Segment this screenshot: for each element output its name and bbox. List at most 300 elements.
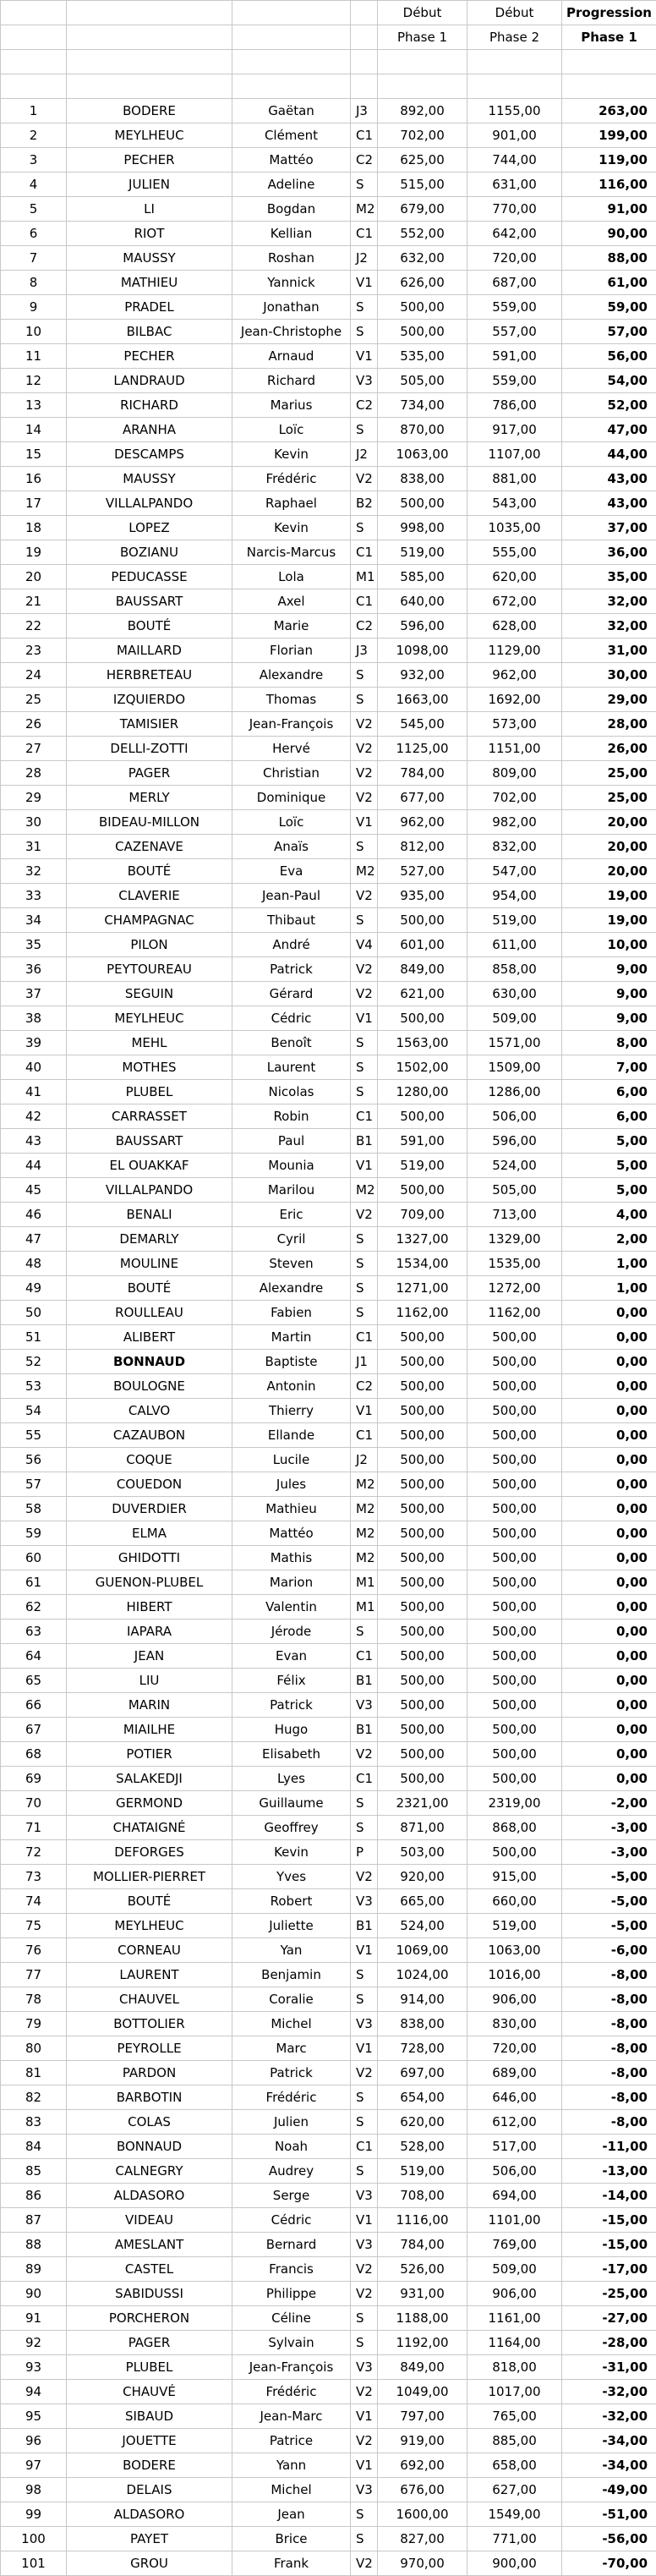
categorie-cell[interactable]: V2 [351, 737, 378, 761]
prenom-cell[interactable]: Hugo [232, 1718, 351, 1742]
categorie-cell[interactable]: S [351, 2331, 378, 2355]
prenom-cell[interactable]: Julien [232, 2110, 351, 2135]
categorie-cell[interactable]: B1 [351, 1669, 378, 1693]
categorie-cell[interactable]: M2 [351, 197, 378, 222]
debut-phase1-cell[interactable]: 2321,00 [378, 1791, 467, 1816]
rank-cell[interactable]: 39 [1, 1031, 67, 1055]
debut-phase1-cell[interactable]: 505,00 [378, 369, 467, 393]
progression-cell[interactable]: 0,00 [562, 1350, 656, 1374]
progression-cell[interactable]: 26,00 [562, 737, 656, 761]
categorie-cell[interactable]: V2 [351, 2061, 378, 2085]
progression-cell[interactable]: -49,00 [562, 2478, 656, 2502]
empty-cell[interactable] [232, 74, 351, 99]
nom-cell[interactable]: MIAILHE [67, 1718, 232, 1742]
categorie-cell[interactable]: V2 [351, 2380, 378, 2404]
categorie-cell[interactable]: J3 [351, 639, 378, 663]
debut-phase2-cell[interactable]: 1571,00 [467, 1031, 562, 1055]
header-debut-phase1-bottom[interactable]: Phase 1 [378, 25, 467, 50]
nom-cell[interactable]: MERLY [67, 786, 232, 810]
debut-phase2-cell[interactable]: 672,00 [467, 589, 562, 614]
nom-cell[interactable]: ALIBERT [67, 1325, 232, 1350]
debut-phase1-cell[interactable]: 654,00 [378, 2085, 467, 2110]
progression-cell[interactable]: -25,00 [562, 2282, 656, 2306]
debut-phase1-cell[interactable]: 585,00 [378, 565, 467, 589]
progression-cell[interactable]: -31,00 [562, 2355, 656, 2380]
prenom-cell[interactable]: Laurent [232, 1055, 351, 1080]
progression-cell[interactable]: 19,00 [562, 884, 656, 908]
nom-cell[interactable]: BARBOTIN [67, 2085, 232, 2110]
rank-cell[interactable]: 77 [1, 1963, 67, 1987]
prenom-cell[interactable]: Florian [232, 639, 351, 663]
rank-cell[interactable]: 71 [1, 1816, 67, 1840]
debut-phase2-cell[interactable]: 620,00 [467, 565, 562, 589]
categorie-cell[interactable]: M2 [351, 1178, 378, 1203]
debut-phase1-cell[interactable]: 545,00 [378, 712, 467, 737]
debut-phase1-cell[interactable]: 500,00 [378, 1448, 467, 1472]
header-debut-phase1-top[interactable]: Début [378, 1, 467, 25]
progression-cell[interactable]: 263,00 [562, 99, 656, 123]
categorie-cell[interactable]: S [351, 1055, 378, 1080]
rank-cell[interactable]: 93 [1, 2355, 67, 2380]
debut-phase2-cell[interactable]: 500,00 [467, 1595, 562, 1620]
debut-phase2-cell[interactable]: 830,00 [467, 2012, 562, 2036]
progression-cell[interactable]: -8,00 [562, 2085, 656, 2110]
nom-cell[interactable]: DEMARLY [67, 1227, 232, 1252]
rank-cell[interactable]: 61 [1, 1570, 67, 1595]
rank-cell[interactable]: 99 [1, 2502, 67, 2527]
rank-cell[interactable]: 60 [1, 1546, 67, 1570]
prenom-cell[interactable]: Marion [232, 1570, 351, 1595]
rank-cell[interactable]: 31 [1, 835, 67, 859]
categorie-cell[interactable]: V1 [351, 344, 378, 369]
progression-cell[interactable]: -8,00 [562, 2061, 656, 2085]
nom-cell[interactable]: ARANHA [67, 418, 232, 442]
debut-phase2-cell[interactable]: 689,00 [467, 2061, 562, 2085]
nom-cell[interactable]: BILBAC [67, 320, 232, 344]
rank-cell[interactable]: 10 [1, 320, 67, 344]
debut-phase2-cell[interactable]: 543,00 [467, 491, 562, 516]
progression-cell[interactable]: 88,00 [562, 246, 656, 271]
debut-phase1-cell[interactable]: 1563,00 [378, 1031, 467, 1055]
prenom-cell[interactable]: Bernard [232, 2233, 351, 2257]
debut-phase1-cell[interactable]: 677,00 [378, 786, 467, 810]
categorie-cell[interactable]: S [351, 2110, 378, 2135]
progression-cell[interactable]: 32,00 [562, 614, 656, 639]
debut-phase1-cell[interactable]: 1069,00 [378, 1938, 467, 1963]
prenom-cell[interactable]: Cyril [232, 1227, 351, 1252]
progression-cell[interactable]: 54,00 [562, 369, 656, 393]
nom-cell[interactable]: IZQUIERDO [67, 688, 232, 712]
progression-cell[interactable]: 35,00 [562, 565, 656, 589]
prenom-cell[interactable]: Yannick [232, 271, 351, 295]
rank-cell[interactable]: 91 [1, 2306, 67, 2331]
rank-cell[interactable]: 5 [1, 197, 67, 222]
progression-cell[interactable]: 25,00 [562, 786, 656, 810]
progression-cell[interactable]: 44,00 [562, 442, 656, 467]
prenom-cell[interactable]: Christian [232, 761, 351, 786]
prenom-cell[interactable]: Baptiste [232, 1350, 351, 1374]
rank-cell[interactable]: 4 [1, 173, 67, 197]
nom-cell[interactable]: BOTTOLIER [67, 2012, 232, 2036]
header-cell[interactable] [1, 25, 67, 50]
debut-phase1-cell[interactable]: 1116,00 [378, 2208, 467, 2233]
prenom-cell[interactable]: Gérard [232, 982, 351, 1006]
prenom-cell[interactable]: Paul [232, 1129, 351, 1154]
empty-cell[interactable] [67, 74, 232, 99]
debut-phase2-cell[interactable]: 519,00 [467, 908, 562, 933]
nom-cell[interactable]: MEYLHEUC [67, 123, 232, 148]
prenom-cell[interactable]: Mattéo [232, 148, 351, 173]
debut-phase2-cell[interactable]: 720,00 [467, 2036, 562, 2061]
prenom-cell[interactable]: Patrick [232, 2061, 351, 2085]
debut-phase1-cell[interactable]: 500,00 [378, 1742, 467, 1767]
nom-cell[interactable]: COUEDON [67, 1472, 232, 1497]
debut-phase1-cell[interactable]: 500,00 [378, 1767, 467, 1791]
debut-phase2-cell[interactable]: 557,00 [467, 320, 562, 344]
nom-cell[interactable]: BODERE [67, 2453, 232, 2478]
prenom-cell[interactable]: Frédéric [232, 2085, 351, 2110]
nom-cell[interactable]: EL OUAKKAF [67, 1154, 232, 1178]
prenom-cell[interactable]: Marie [232, 614, 351, 639]
categorie-cell[interactable]: V1 [351, 1938, 378, 1963]
nom-cell[interactable]: PLUBEL [67, 2355, 232, 2380]
categorie-cell[interactable]: C2 [351, 393, 378, 418]
progression-cell[interactable]: -8,00 [562, 1987, 656, 2012]
debut-phase1-cell[interactable]: 709,00 [378, 1203, 467, 1227]
progression-cell[interactable]: 10,00 [562, 933, 656, 957]
prenom-cell[interactable]: Jean-François [232, 2355, 351, 2380]
debut-phase2-cell[interactable]: 500,00 [467, 1620, 562, 1644]
debut-phase1-cell[interactable]: 621,00 [378, 982, 467, 1006]
categorie-cell[interactable]: V1 [351, 1399, 378, 1423]
nom-cell[interactable]: AMESLANT [67, 2233, 232, 2257]
rank-cell[interactable]: 67 [1, 1718, 67, 1742]
rank-cell[interactable]: 19 [1, 540, 67, 565]
rank-cell[interactable]: 44 [1, 1154, 67, 1178]
progression-cell[interactable]: 1,00 [562, 1252, 656, 1276]
rank-cell[interactable]: 52 [1, 1350, 67, 1374]
debut-phase2-cell[interactable]: 770,00 [467, 197, 562, 222]
nom-cell[interactable]: DELAIS [67, 2478, 232, 2502]
prenom-cell[interactable]: Jules [232, 1472, 351, 1497]
debut-phase2-cell[interactable]: 559,00 [467, 369, 562, 393]
debut-phase1-cell[interactable]: 500,00 [378, 908, 467, 933]
prenom-cell[interactable]: Benoît [232, 1031, 351, 1055]
debut-phase1-cell[interactable]: 500,00 [378, 1399, 467, 1423]
empty-cell[interactable] [467, 50, 562, 74]
nom-cell[interactable]: CHAUVEL [67, 1987, 232, 2012]
debut-phase1-cell[interactable]: 919,00 [378, 2429, 467, 2453]
debut-phase2-cell[interactable]: 1272,00 [467, 1276, 562, 1301]
header-cell[interactable] [67, 1, 232, 25]
debut-phase2-cell[interactable]: 832,00 [467, 835, 562, 859]
debut-phase1-cell[interactable]: 784,00 [378, 761, 467, 786]
categorie-cell[interactable]: M2 [351, 1472, 378, 1497]
debut-phase2-cell[interactable]: 642,00 [467, 222, 562, 246]
rank-cell[interactable]: 9 [1, 295, 67, 320]
debut-phase2-cell[interactable]: 765,00 [467, 2404, 562, 2429]
debut-phase1-cell[interactable]: 500,00 [378, 320, 467, 344]
nom-cell[interactable]: JEAN [67, 1644, 232, 1669]
nom-cell[interactable]: HIBERT [67, 1595, 232, 1620]
debut-phase1-cell[interactable]: 519,00 [378, 540, 467, 565]
prenom-cell[interactable]: Mathieu [232, 1497, 351, 1521]
debut-phase2-cell[interactable]: 591,00 [467, 344, 562, 369]
debut-phase1-cell[interactable]: 528,00 [378, 2135, 467, 2159]
debut-phase2-cell[interactable]: 500,00 [467, 1669, 562, 1693]
debut-phase1-cell[interactable]: 500,00 [378, 1472, 467, 1497]
categorie-cell[interactable]: J2 [351, 442, 378, 467]
nom-cell[interactable]: ALDASORO [67, 2184, 232, 2208]
progression-cell[interactable]: -8,00 [562, 1963, 656, 1987]
progression-cell[interactable]: 5,00 [562, 1178, 656, 1203]
rank-cell[interactable]: 56 [1, 1448, 67, 1472]
prenom-cell[interactable]: Loïc [232, 418, 351, 442]
debut-phase2-cell[interactable]: 500,00 [467, 1472, 562, 1497]
categorie-cell[interactable]: C2 [351, 1374, 378, 1399]
categorie-cell[interactable]: S [351, 1620, 378, 1644]
debut-phase2-cell[interactable]: 612,00 [467, 2110, 562, 2135]
rank-cell[interactable]: 86 [1, 2184, 67, 2208]
prenom-cell[interactable]: Axel [232, 589, 351, 614]
prenom-cell[interactable]: Guillaume [232, 1791, 351, 1816]
progression-cell[interactable]: -13,00 [562, 2159, 656, 2184]
categorie-cell[interactable]: B1 [351, 1914, 378, 1938]
debut-phase1-cell[interactable]: 838,00 [378, 467, 467, 491]
categorie-cell[interactable]: B1 [351, 1718, 378, 1742]
nom-cell[interactable]: BOUTÉ [67, 1889, 232, 1914]
debut-phase1-cell[interactable]: 626,00 [378, 271, 467, 295]
debut-phase1-cell[interactable]: 500,00 [378, 1521, 467, 1546]
progression-cell[interactable]: 30,00 [562, 663, 656, 688]
categorie-cell[interactable]: C1 [351, 1767, 378, 1791]
categorie-cell[interactable]: C2 [351, 614, 378, 639]
debut-phase1-cell[interactable]: 931,00 [378, 2282, 467, 2306]
debut-phase1-cell[interactable]: 524,00 [378, 1914, 467, 1938]
prenom-cell[interactable]: Marc [232, 2036, 351, 2061]
prenom-cell[interactable]: Patrick [232, 1693, 351, 1718]
debut-phase2-cell[interactable]: 885,00 [467, 2429, 562, 2453]
progression-cell[interactable]: 0,00 [562, 1399, 656, 1423]
progression-cell[interactable]: -34,00 [562, 2429, 656, 2453]
debut-phase1-cell[interactable]: 640,00 [378, 589, 467, 614]
debut-phase1-cell[interactable]: 500,00 [378, 1718, 467, 1742]
debut-phase2-cell[interactable]: 509,00 [467, 1006, 562, 1031]
debut-phase2-cell[interactable]: 500,00 [467, 1448, 562, 1472]
rank-cell[interactable]: 11 [1, 344, 67, 369]
progression-cell[interactable]: 0,00 [562, 1472, 656, 1497]
nom-cell[interactable]: SIBAUD [67, 2404, 232, 2429]
progression-cell[interactable]: 9,00 [562, 1006, 656, 1031]
rank-cell[interactable]: 1 [1, 99, 67, 123]
rank-cell[interactable]: 81 [1, 2061, 67, 2085]
rank-cell[interactable]: 72 [1, 1840, 67, 1865]
debut-phase2-cell[interactable]: 500,00 [467, 1693, 562, 1718]
debut-phase2-cell[interactable]: 881,00 [467, 467, 562, 491]
progression-cell[interactable]: -32,00 [562, 2404, 656, 2429]
rank-cell[interactable]: 95 [1, 2404, 67, 2429]
nom-cell[interactable]: MATHIEU [67, 271, 232, 295]
debut-phase1-cell[interactable]: 500,00 [378, 491, 467, 516]
prenom-cell[interactable]: Marius [232, 393, 351, 418]
rank-cell[interactable]: 47 [1, 1227, 67, 1252]
debut-phase1-cell[interactable]: 892,00 [378, 99, 467, 123]
rank-cell[interactable]: 65 [1, 1669, 67, 1693]
debut-phase1-cell[interactable]: 601,00 [378, 933, 467, 957]
rank-cell[interactable]: 23 [1, 639, 67, 663]
nom-cell[interactable]: VILLALPANDO [67, 491, 232, 516]
debut-phase1-cell[interactable]: 920,00 [378, 1865, 467, 1889]
nom-cell[interactable]: COQUE [67, 1448, 232, 1472]
prenom-cell[interactable]: Steven [232, 1252, 351, 1276]
nom-cell[interactable]: BODERE [67, 99, 232, 123]
debut-phase1-cell[interactable]: 552,00 [378, 222, 467, 246]
categorie-cell[interactable]: S [351, 2527, 378, 2551]
debut-phase1-cell[interactable]: 1063,00 [378, 442, 467, 467]
rank-cell[interactable]: 28 [1, 761, 67, 786]
progression-cell[interactable]: -11,00 [562, 2135, 656, 2159]
rank-cell[interactable]: 98 [1, 2478, 67, 2502]
rank-cell[interactable]: 12 [1, 369, 67, 393]
categorie-cell[interactable]: V2 [351, 884, 378, 908]
categorie-cell[interactable]: C1 [351, 1104, 378, 1129]
rank-cell[interactable]: 3 [1, 148, 67, 173]
debut-phase2-cell[interactable]: 555,00 [467, 540, 562, 565]
rank-cell[interactable]: 16 [1, 467, 67, 491]
progression-cell[interactable]: 32,00 [562, 589, 656, 614]
header-cell[interactable] [232, 25, 351, 50]
debut-phase2-cell[interactable]: 1535,00 [467, 1252, 562, 1276]
debut-phase1-cell[interactable]: 519,00 [378, 2159, 467, 2184]
nom-cell[interactable]: DELLI-ZOTTI [67, 737, 232, 761]
debut-phase1-cell[interactable]: 500,00 [378, 1669, 467, 1693]
categorie-cell[interactable]: S [351, 320, 378, 344]
rank-cell[interactable]: 2 [1, 123, 67, 148]
prenom-cell[interactable]: Yann [232, 2453, 351, 2478]
debut-phase2-cell[interactable]: 505,00 [467, 1178, 562, 1203]
progression-cell[interactable]: 56,00 [562, 344, 656, 369]
progression-cell[interactable]: 0,00 [562, 1644, 656, 1669]
prenom-cell[interactable]: Michel [232, 2478, 351, 2502]
categorie-cell[interactable]: V2 [351, 786, 378, 810]
prenom-cell[interactable]: Jean [232, 2502, 351, 2527]
debut-phase2-cell[interactable]: 500,00 [467, 1767, 562, 1791]
categorie-cell[interactable]: V2 [351, 2282, 378, 2306]
nom-cell[interactable]: LI [67, 197, 232, 222]
nom-cell[interactable]: MAILLARD [67, 639, 232, 663]
categorie-cell[interactable]: V2 [351, 2257, 378, 2282]
categorie-cell[interactable]: S [351, 1227, 378, 1252]
debut-phase2-cell[interactable]: 500,00 [467, 1350, 562, 1374]
prenom-cell[interactable]: Brice [232, 2527, 351, 2551]
categorie-cell[interactable]: S [351, 908, 378, 933]
nom-cell[interactable]: CAZENAVE [67, 835, 232, 859]
progression-cell[interactable]: 116,00 [562, 173, 656, 197]
progression-cell[interactable]: 2,00 [562, 1227, 656, 1252]
categorie-cell[interactable]: V4 [351, 933, 378, 957]
debut-phase1-cell[interactable]: 620,00 [378, 2110, 467, 2135]
debut-phase2-cell[interactable]: 506,00 [467, 1104, 562, 1129]
debut-phase1-cell[interactable]: 519,00 [378, 1154, 467, 1178]
debut-phase1-cell[interactable]: 812,00 [378, 835, 467, 859]
debut-phase1-cell[interactable]: 970,00 [378, 2551, 467, 2576]
prenom-cell[interactable]: Anaïs [232, 835, 351, 859]
rank-cell[interactable]: 89 [1, 2257, 67, 2282]
prenom-cell[interactable]: Sylvain [232, 2331, 351, 2355]
categorie-cell[interactable]: V2 [351, 2551, 378, 2576]
nom-cell[interactable]: CASTEL [67, 2257, 232, 2282]
prenom-cell[interactable]: Michel [232, 2012, 351, 2036]
debut-phase2-cell[interactable]: 611,00 [467, 933, 562, 957]
nom-cell[interactable]: SALAKEDJI [67, 1767, 232, 1791]
rank-cell[interactable]: 83 [1, 2110, 67, 2135]
rank-cell[interactable]: 68 [1, 1742, 67, 1767]
nom-cell[interactable]: BAUSSART [67, 1129, 232, 1154]
nom-cell[interactable]: PAYET [67, 2527, 232, 2551]
categorie-cell[interactable]: V2 [351, 2429, 378, 2453]
rank-cell[interactable]: 80 [1, 2036, 67, 2061]
debut-phase2-cell[interactable]: 1549,00 [467, 2502, 562, 2527]
debut-phase1-cell[interactable]: 914,00 [378, 1987, 467, 2012]
debut-phase1-cell[interactable]: 596,00 [378, 614, 467, 639]
rank-cell[interactable]: 54 [1, 1399, 67, 1423]
nom-cell[interactable]: BONNAUD [67, 1350, 232, 1374]
categorie-cell[interactable]: V1 [351, 2453, 378, 2478]
categorie-cell[interactable]: C1 [351, 1423, 378, 1448]
progression-cell[interactable]: 37,00 [562, 516, 656, 540]
header-debut-phase2-top[interactable]: Début [467, 1, 562, 25]
prenom-cell[interactable]: Yan [232, 1938, 351, 1963]
prenom-cell[interactable]: Evan [232, 1644, 351, 1669]
debut-phase1-cell[interactable]: 591,00 [378, 1129, 467, 1154]
debut-phase1-cell[interactable]: 797,00 [378, 2404, 467, 2429]
categorie-cell[interactable]: C1 [351, 222, 378, 246]
prenom-cell[interactable]: Dominique [232, 786, 351, 810]
prenom-cell[interactable]: Fabien [232, 1301, 351, 1325]
header-debut-phase2-bottom[interactable]: Phase 2 [467, 25, 562, 50]
empty-cell[interactable] [1, 50, 67, 74]
rank-cell[interactable]: 76 [1, 1938, 67, 1963]
prenom-cell[interactable]: Serge [232, 2184, 351, 2208]
debut-phase1-cell[interactable]: 708,00 [378, 2184, 467, 2208]
rank-cell[interactable]: 7 [1, 246, 67, 271]
progression-cell[interactable]: -3,00 [562, 1840, 656, 1865]
categorie-cell[interactable]: C1 [351, 2135, 378, 2159]
categorie-cell[interactable]: M1 [351, 1570, 378, 1595]
debut-phase2-cell[interactable]: 769,00 [467, 2233, 562, 2257]
prenom-cell[interactable]: Mounia [232, 1154, 351, 1178]
nom-cell[interactable]: CALVO [67, 1399, 232, 1423]
prenom-cell[interactable]: Jean-Marc [232, 2404, 351, 2429]
rank-cell[interactable]: 32 [1, 859, 67, 884]
prenom-cell[interactable]: Martin [232, 1325, 351, 1350]
prenom-cell[interactable]: Frédéric [232, 467, 351, 491]
nom-cell[interactable]: CORNEAU [67, 1938, 232, 1963]
header-cell[interactable] [232, 1, 351, 25]
debut-phase1-cell[interactable]: 784,00 [378, 2233, 467, 2257]
rank-cell[interactable]: 46 [1, 1203, 67, 1227]
prenom-cell[interactable]: Kevin [232, 1840, 351, 1865]
nom-cell[interactable]: MEYLHEUC [67, 1914, 232, 1938]
rank-cell[interactable]: 50 [1, 1301, 67, 1325]
rank-cell[interactable]: 85 [1, 2159, 67, 2184]
rank-cell[interactable]: 43 [1, 1129, 67, 1154]
prenom-cell[interactable]: Kellian [232, 222, 351, 246]
categorie-cell[interactable]: V2 [351, 1742, 378, 1767]
prenom-cell[interactable]: Cédric [232, 1006, 351, 1031]
debut-phase2-cell[interactable]: 1509,00 [467, 1055, 562, 1080]
progression-cell[interactable]: -51,00 [562, 2502, 656, 2527]
